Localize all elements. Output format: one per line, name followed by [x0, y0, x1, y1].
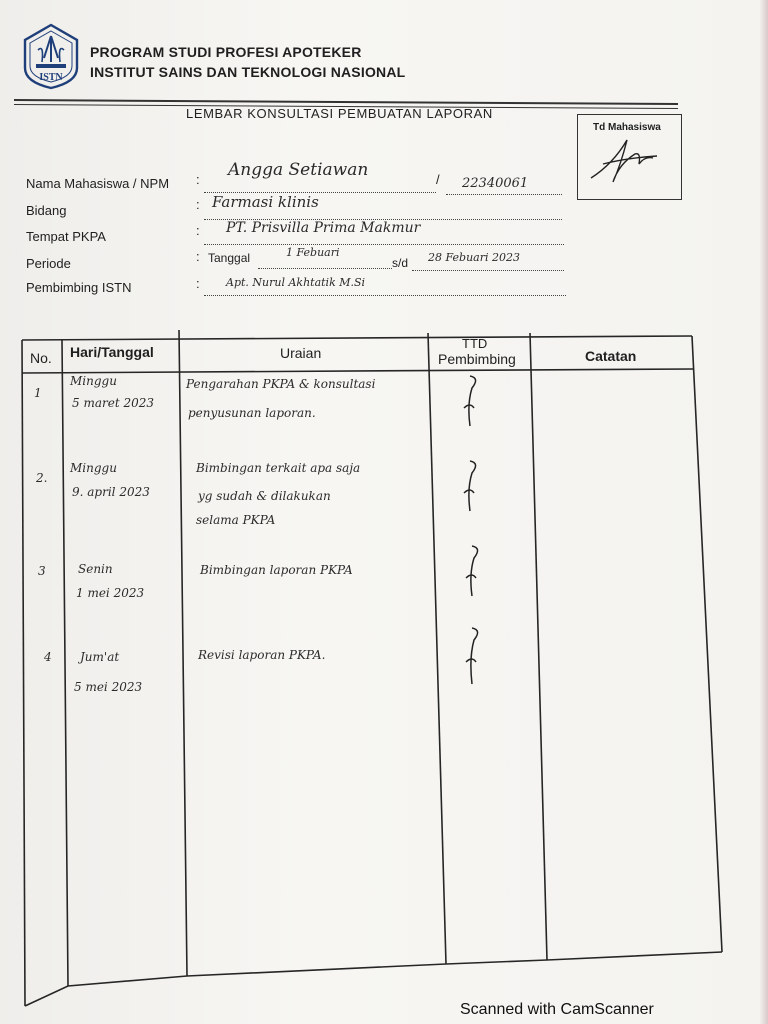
row-2-supervisor-paraf [458, 459, 482, 517]
colon: : [196, 249, 200, 264]
column-divider-no [62, 340, 68, 986]
row-1-desc-line2: penyusunan laporan. [188, 406, 316, 420]
institution-line-2: INSTITUT SAINS DAN TEKNOLOGI NASIONAL [90, 64, 406, 80]
date-label: Tanggal [208, 251, 251, 265]
row-1-desc-line1: Pengarahan PKPA & konsultasi [186, 377, 376, 391]
colon: : [196, 276, 200, 291]
header-date: Hari/Tanggal [70, 344, 154, 360]
row-1-no: 1 [34, 386, 42, 400]
npm-value: 22340061 [462, 176, 529, 191]
row-2-no: 2. [36, 471, 48, 485]
header-sign-line2: Pembimbing [438, 351, 516, 367]
header-no: No. [30, 350, 52, 366]
header-description: Uraian [280, 345, 322, 361]
name-value: Angga Setiawan [228, 160, 369, 180]
header-bottom-border [22, 369, 693, 373]
row-2-desc-line3: selama PKPA [196, 513, 276, 527]
slash: / [436, 172, 440, 187]
column-divider-sign [530, 333, 547, 960]
supervisor-label: Pembimbing ISTN [26, 280, 132, 295]
row-4-supervisor-paraf [460, 626, 484, 690]
row-3-no: 3 [38, 564, 46, 578]
place-value: PT. Prisvilla Prima Makmur [226, 220, 421, 236]
row-4-day: Jum'at [80, 650, 120, 664]
field-label: Bidang [26, 203, 67, 218]
row-3-desc-line1: Bimbingan laporan PKPA [200, 563, 353, 577]
field-value: Farmasi klinis [212, 193, 319, 211]
colon: : [196, 197, 200, 212]
column-divider-date [179, 330, 187, 976]
row-2-day: Minggu [70, 461, 117, 475]
table-left-border [22, 340, 25, 1006]
row-4-desc-line1: Revisi laporan PKPA. [198, 648, 326, 662]
table-right-border [692, 336, 722, 952]
row-4-date: 5 mei 2023 [74, 680, 143, 694]
scanner-watermark: Scanned with CamScanner [460, 1001, 654, 1018]
period-end-value: 28 Febuari 2023 [428, 251, 520, 264]
header-sign-line1: TTD [462, 336, 488, 351]
institution-line-1: PROGRAM STUDI PROFESI APOTEKER [90, 44, 362, 60]
column-divider-desc [428, 333, 446, 964]
sd-label: s/d [392, 256, 409, 270]
student-signature-label: Td Mahasiswa [593, 122, 661, 133]
place-label: Tempat PKPA [26, 229, 106, 244]
row-2-date: 9. april 2023 [72, 485, 150, 499]
period-start-value: 1 Febuari [286, 246, 340, 259]
row-4-no: 4 [44, 650, 52, 664]
name-label: Nama Mahasiswa / NPM [26, 176, 170, 191]
row-1-supervisor-paraf [458, 374, 482, 432]
header-notes: Catatan [585, 348, 637, 364]
period-label: Periode [26, 256, 71, 271]
supervisor-value: Apt. Nurul Akhtatik M.Si [226, 276, 366, 289]
colon: : [196, 223, 200, 238]
table-bottom-border [25, 952, 722, 1006]
row-3-date: 1 mei 2023 [76, 586, 145, 600]
row-1-date: 5 maret 2023 [72, 396, 154, 410]
row-2-desc-line2: yg sudah & dilakukan [198, 489, 331, 503]
row-3-day: Senin [78, 562, 113, 576]
row-3-supervisor-paraf [460, 544, 484, 602]
logo-text: ISTN [39, 72, 63, 83]
colon: : [196, 172, 200, 187]
table-top-border [22, 336, 692, 340]
row-2-desc-line1: Bimbingan terkait apa saja [196, 461, 361, 475]
sheet-title: LEMBAR KONSULTASI PEMBUATAN LAPORAN [186, 106, 493, 121]
row-1-day: Minggu [70, 374, 117, 388]
